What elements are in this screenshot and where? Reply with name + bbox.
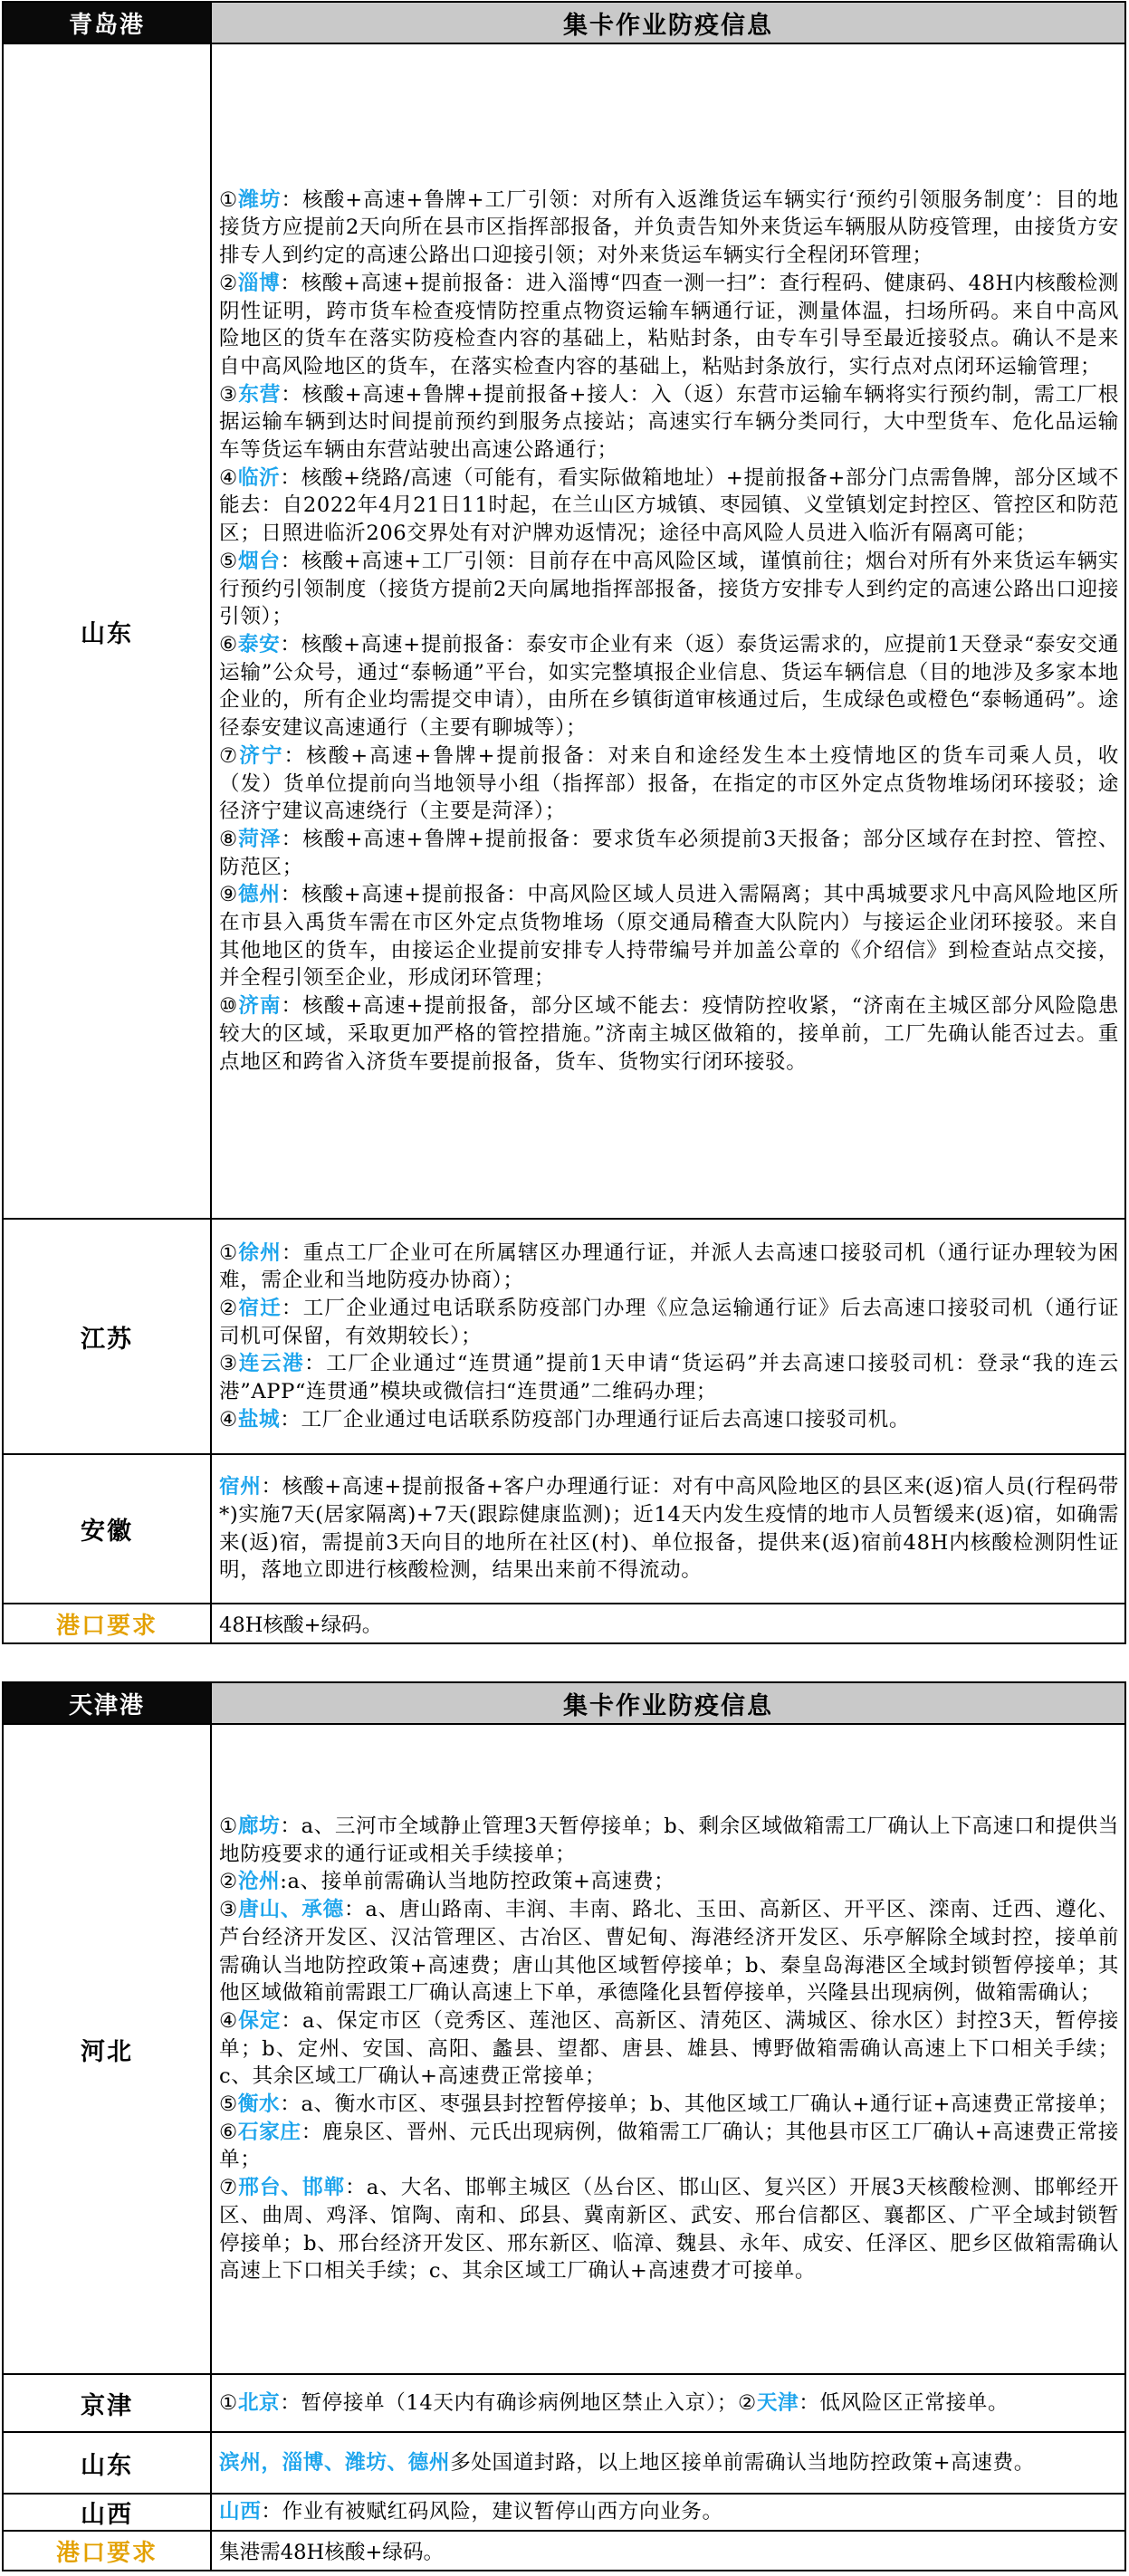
item-text: ：核酸+高速+鲁牌+提前报备：要求货车必须提前3天报备；部分区域存在封控、管控、防范区； bbox=[219, 827, 1120, 879]
city-name: 天津 bbox=[756, 2390, 799, 2415]
region-name: 山东 bbox=[3, 2432, 211, 2494]
item-marker: ② bbox=[219, 1296, 239, 1320]
port-requirement-row bbox=[3, 2531, 1125, 2571]
item-text: ：暂停接单（14天内有确诊病例地区禁止入京）； bbox=[280, 2390, 738, 2415]
item-marker: ③ bbox=[219, 1352, 239, 1376]
region-name: 山东 bbox=[3, 43, 211, 1219]
region-item bbox=[219, 1406, 1119, 1434]
region-item bbox=[219, 381, 1119, 464]
port-requirement-label: 港口要求 bbox=[3, 1604, 211, 1643]
item-text: :a、接单前需确认当地防控政策+高速费； bbox=[280, 1870, 675, 1894]
item-marker: ④ bbox=[219, 2008, 239, 2033]
region-content bbox=[211, 2494, 1125, 2531]
item-text: ：a、大名、邯郸主城区（丛台区、邯山区、复兴区）开展3天核酸检测、邯郸经开区、曲周、鸡泽、馆陶、南和、邱县、冀南新区、武安、邢台信都区、襄都区、广平全域封锁暂停接单；b、邢台经济开发区、邢东新区、临漳、魏县、永年、成安、任泽区、肥乡区做箱需确认高速上下口相关手续；c、其余区域工厂确认+高速费才可接单。 bbox=[219, 2176, 1120, 2284]
region-item bbox=[219, 826, 1119, 881]
items bbox=[219, 2449, 1119, 2477]
item-marker: ① bbox=[219, 2390, 238, 2415]
city-name: 宿迁 bbox=[238, 1296, 282, 1320]
region-item bbox=[219, 2174, 1119, 2285]
city-name: 连云港 bbox=[238, 1352, 305, 1376]
item-text: ：核酸+高速+工厂引领：目前存在中高风险区域，谨慎前往；烟台对所有外来货运车辆实行预约引领制度（接货方提前2天向属地指挥部报备，接货方安排专人到约定的高速公路出口迎接引领）； bbox=[219, 549, 1120, 629]
region-item bbox=[219, 2449, 1119, 2477]
region-item bbox=[219, 2391, 738, 2415]
port-name: 青岛港 bbox=[3, 2, 211, 43]
city-name: 宿州 bbox=[219, 1475, 262, 1499]
item-text: ：核酸+高速+提前报备：中高风险区域人员进入需隔离；其中禹城要求凡中高风险地区所在市县入禹货车需在市区外定点货物堆场（原交通局稽查大队院内）与接运企业闭环接驳。来自其他地区的货车，由接运企业提前安排专人持带编号并加盖公章的《介绍信》到检查站点交接，并全程引领至企业，形成闭环管理； bbox=[219, 883, 1120, 991]
city-name: 徐州 bbox=[238, 1240, 282, 1265]
region-name: 江苏 bbox=[3, 1219, 211, 1454]
items bbox=[219, 187, 1119, 1077]
region-item bbox=[219, 992, 1119, 1076]
section-header: 集卡作业防疫信息 bbox=[211, 1682, 1125, 1724]
item-text: ：核酸+高速+鲁牌+提前报备+接人：入（返）东营市运输车辆将实行预约制，需工厂根据运输车辆到达时间提前预约到服务点接站；高速实行车辆分类同行，大中型货车、危化品运输车等货运车辆由东营站驶出高速公路通行； bbox=[219, 382, 1119, 463]
region-row bbox=[3, 43, 1125, 1219]
region-item bbox=[219, 742, 1119, 826]
region-item bbox=[219, 2119, 1119, 2174]
item-marker: ⑦ bbox=[219, 2176, 239, 2200]
items bbox=[219, 2498, 1119, 2526]
city-name: 德州 bbox=[238, 883, 281, 907]
city-name: 山西 bbox=[219, 2500, 262, 2524]
region-item bbox=[738, 2391, 1009, 2415]
item-text: ：a、保定市区（竞秀区、莲池区、高新区、清苑区、满城区、徐水区）封控3天，暂停接单；b、定州、安国、高阳、蠡县、望都、唐县、雄县、博野做箱需确认高速上下口相关手续；c、其余区域工厂确认+高速费正常接单； bbox=[219, 2008, 1119, 2089]
region-row bbox=[3, 2374, 1125, 2432]
item-text: ：工厂企业通过电话联系防疫部门办理《应急运输通行证》后去高速口接驳司机（通行证司机可保留，有效期较长）； bbox=[219, 1296, 1120, 1348]
item-text: ：核酸+高速+提前报备：进入淄博“四查一测一扫”：查行程码、健康码、48H内核酸检测阴性证明，跨市货车检查疫情防控重点物资运输车辆通行证，测量体温，扫场所码。来自中高风险地区的货车在落实防疫检查内容的基础上，粘贴封条，由专车引导至最近接驳点。确认不是来自中高风险地区的货车，在落实检查内容的基础上，粘贴封条放行，实行点对点闭环运输管理； bbox=[219, 271, 1119, 378]
city-name: 北京 bbox=[237, 2390, 281, 2415]
item-text: ：a、唐山路南、丰润、丰南、路北、玉田、高新区、开平区、滦南、迁西、遵化、芦台经济开发区、汉沽管理区、古冶区、曹妃甸、海港经济开发区、乐亭解除全域封控，接单前需确认当地防控政策+高速费；唐山其他区域暂停接单；b、秦皇岛海港区全域封锁暂停接单；其他区域做箱前需跟工厂确认高速上下单，承德隆化县暂停接单，兴隆县出现病例，做箱需确认； bbox=[219, 1898, 1120, 2006]
item-marker: ② bbox=[737, 2390, 757, 2415]
region-content bbox=[211, 1454, 1125, 1604]
region-item bbox=[219, 2498, 1119, 2526]
item-text: ：鹿泉区、晋州、元氏出现病例，做箱需工厂确认；其他县市区工厂确认+高速费正常接单； bbox=[219, 2120, 1119, 2172]
city-name: 沧州 bbox=[237, 1870, 281, 1894]
item-marker: ② bbox=[219, 271, 238, 295]
city-name: 泰安 bbox=[237, 633, 281, 656]
item-marker: ④ bbox=[219, 465, 238, 490]
item-text: ：a、三河市全域静止管理3天暂停接单；b、剩余区域做箱需工厂确认上下高速口和提供当地防疫要求的通行证或相关手续接单； bbox=[219, 1815, 1119, 1866]
item-text: ：核酸+高速+鲁牌+工厂引领：对所有入返潍货运车辆实行‘预约引领服务制度’：目的地接货方应提前2天向所在县市区指挥部报备，并负责告知外来货运车辆服从防疫管理，由接货方安排专人到约定的高速公路出口迎接引领；对外来货运车辆实行全程闭环管理； bbox=[219, 187, 1119, 268]
city-name: 衡水 bbox=[237, 2092, 281, 2117]
items bbox=[219, 1240, 1119, 1434]
region-item bbox=[219, 1473, 1119, 1585]
city-name: 东营 bbox=[238, 382, 282, 407]
port-requirement-label: 港口要求 bbox=[3, 2531, 211, 2571]
qingdao-table bbox=[2, 1, 1126, 1644]
item-marker: ① bbox=[219, 1240, 239, 1265]
item-text: ：作业有被赋红码风险，建议暂停山西方向业务。 bbox=[261, 2500, 723, 2524]
region-name: 安徽 bbox=[3, 1454, 211, 1604]
city-name: 济宁 bbox=[239, 743, 284, 768]
region-item bbox=[219, 1813, 1119, 1868]
city-name: 石家庄 bbox=[237, 2120, 301, 2144]
region-item bbox=[219, 1295, 1119, 1350]
region-item bbox=[219, 187, 1119, 270]
item-text: 多处国道封路，以上地区接单前需确认当地防控政策+高速费。 bbox=[450, 2450, 1035, 2475]
items bbox=[219, 1813, 1119, 2285]
region-name: 京津 bbox=[3, 2374, 211, 2432]
city-name: 廊坊 bbox=[237, 1815, 281, 1839]
item-marker: ⑥ bbox=[219, 2120, 238, 2144]
region-content bbox=[211, 43, 1125, 1219]
port-requirement: 48H核酸+绿码。 bbox=[211, 1604, 1125, 1643]
region-content bbox=[211, 2432, 1125, 2494]
region-item bbox=[219, 270, 1119, 381]
region-row bbox=[3, 1219, 1125, 1454]
item-marker: ⑩ bbox=[219, 994, 239, 1019]
region-content bbox=[211, 2374, 1125, 2432]
item-marker: ① bbox=[219, 187, 239, 212]
region-content bbox=[211, 1219, 1125, 1454]
city-name: 唐山、承德 bbox=[238, 1898, 344, 1922]
item-marker: ④ bbox=[219, 1407, 238, 1432]
city-name: 烟台 bbox=[238, 549, 281, 573]
item-text: ：工厂企业通过“连贯通”提前1天申请“货运码”并去高速口接驳司机：登录“我的连云港”APP“连贯通”模块或微信扫“连贯通”二维码办理； bbox=[219, 1352, 1119, 1404]
region-item bbox=[219, 1896, 1119, 2007]
region-item bbox=[219, 881, 1119, 992]
item-text: ：核酸+高速+提前报备，部分区域不能去：疫情防控收紧，“济南在主城区部分风险隐患较大的区域，采取更加严格的管控措施。”济南主城区做箱的，接单前，工厂先确认能否过去。重点地区和跨省入济货车要提前报备，货车、货物实行闭环接驳。 bbox=[219, 994, 1120, 1074]
item-marker: ⑦ bbox=[219, 743, 240, 768]
port-name: 天津港 bbox=[3, 1682, 211, 1724]
city-name: 盐城 bbox=[237, 1407, 281, 1432]
region-item bbox=[219, 548, 1119, 631]
region-name: 河北 bbox=[3, 1724, 211, 2374]
item-marker: ① bbox=[219, 1815, 238, 1839]
region-item bbox=[219, 1868, 1119, 1896]
region-item bbox=[219, 464, 1119, 548]
section-header: 集卡作业防疫信息 bbox=[211, 2, 1125, 43]
item-text: ：工厂企业通过电话联系防疫部门办理通行证后去高速口接驳司机。 bbox=[280, 1407, 911, 1432]
item-text: ：核酸+绕路/高速（可能有，看实际做箱地址）+提前报备+部分门点需鲁牌，部分区域不能去：自2022年4月21日11时起，在兰山区方城镇、枣园镇、义堂镇划定封控区、管控区和防范区；日照进临沂206交界处有对沪牌劝返情况；途径中高风险人员进入临沂有隔离可能； bbox=[219, 465, 1120, 546]
city-name: 潍坊 bbox=[238, 187, 282, 212]
region-item bbox=[219, 1350, 1119, 1405]
item-marker: ⑧ bbox=[219, 827, 239, 851]
item-text: ：重点工厂企业可在所属辖区办理通行证，并派人去高速口接驳司机（通行证办理较为困难，需企业和当地防疫办协商）； bbox=[219, 1240, 1120, 1293]
city-name: 邢台、邯郸 bbox=[238, 2176, 346, 2200]
region-item bbox=[219, 2091, 1119, 2119]
items bbox=[219, 2389, 1119, 2418]
item-text: ：低风险区正常接单。 bbox=[799, 2390, 1009, 2415]
item-marker: ③ bbox=[219, 382, 239, 407]
region-row bbox=[3, 2494, 1125, 2531]
region-row bbox=[3, 1454, 1125, 1604]
item-marker: ⑤ bbox=[219, 549, 239, 573]
port-requirement: 集港需48H核酸+绿码。 bbox=[211, 2531, 1125, 2571]
city-name: 滨州，淄博、潍坊、德州 bbox=[219, 2450, 451, 2475]
region-item bbox=[219, 631, 1119, 742]
city-name: 淄博 bbox=[237, 271, 281, 295]
item-marker: ⑨ bbox=[219, 883, 239, 907]
item-marker: ⑥ bbox=[219, 633, 238, 656]
item-text: ：核酸+高速+提前报备：泰安市企业有来（返）泰货运需求的，应提前1天登录“泰安交通运输”公众号，通过“泰畅通”平台，如实完整填报企业信息、货运车辆信息（目的地涉及多家本地企业的，所有企业均需提交申请），由所在乡镇街道审核通过后，生成绿色或橙色“泰畅通码”。途径泰安建议高速通行（主要有聊城等）； bbox=[219, 633, 1120, 741]
region-name: 山西 bbox=[3, 2494, 211, 2531]
city-name: 济南 bbox=[238, 994, 282, 1019]
item-text: ：核酸+高速+提前报备+客户办理通行证：对有中高风险地区的县区来(返)宿人员(行程码带*)实施7天(居家隔离)+7天(跟踪健康监测)；近14天内发生疫情的地市人员暂缓来(返)宿，如确需来(返)宿，需提前3天向目的地所在社区(村)、单位报备，提供来(返)宿前48H内核酸检测阴性证明，落地立即进行核酸检测，结果出来前不得流动。 bbox=[219, 1475, 1119, 1583]
item-marker: ③ bbox=[219, 1898, 239, 1922]
item-marker: ② bbox=[219, 1870, 238, 1894]
city-name: 菏泽 bbox=[238, 827, 282, 851]
city-name: 临沂 bbox=[237, 465, 281, 490]
city-name: 保定 bbox=[238, 2008, 282, 2033]
port-requirement-row bbox=[3, 1604, 1125, 1643]
item-text: ：核酸+高速+鲁牌+提前报备：对来自和途经发生本土疫情地区的货车司乘人员，收（发）货单位提前向当地领导小组（指挥部）报备，在指定的市区外定点货物堆场闭环接驳；途径济宁建议高速绕行（主要是菏泽）； bbox=[219, 743, 1120, 824]
region-content bbox=[211, 1724, 1125, 2374]
item-marker: ⑤ bbox=[219, 2092, 238, 2117]
region-item bbox=[219, 2007, 1119, 2091]
tianjin-table bbox=[2, 1681, 1126, 2571]
region-row bbox=[3, 2432, 1125, 2494]
item-text: ：a、衡水市区、枣强县封控暂停接单；b、其他区域工厂确认+通行证+高速费正常接单； bbox=[280, 2092, 1119, 2117]
region-row bbox=[3, 1724, 1125, 2374]
items bbox=[219, 1473, 1119, 1585]
region-item bbox=[219, 1240, 1119, 1295]
